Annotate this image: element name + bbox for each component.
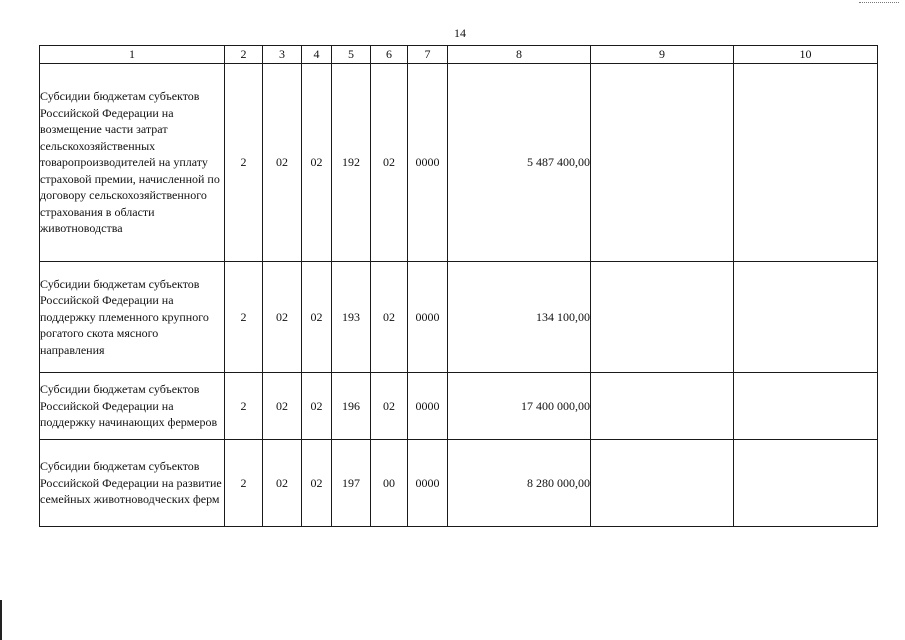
code-cell: 02	[371, 64, 408, 262]
code-cell: 0000	[408, 64, 448, 262]
code-cell: 2	[225, 373, 263, 440]
row-name: Субсидии бюджетам субъектов Российской Федерации на поддержку начинающих фермеров	[40, 373, 225, 440]
table-row	[40, 262, 878, 373]
table-row	[40, 373, 878, 440]
code-cell: 00	[371, 440, 408, 527]
empty-cell	[591, 64, 734, 262]
code-cell: 02	[302, 440, 332, 527]
code-cell: 02	[302, 262, 332, 373]
empty-cell	[734, 262, 878, 373]
empty-cell	[734, 440, 878, 527]
code-cell: 02	[302, 373, 332, 440]
table-row	[40, 64, 878, 262]
amount-cell: 134 100,00	[448, 262, 591, 373]
code-cell: 02	[371, 373, 408, 440]
empty-cell	[734, 64, 878, 262]
code-cell: 02	[263, 262, 302, 373]
scan-edge-line	[0, 600, 2, 640]
code-cell: 2	[225, 262, 263, 373]
budget-table	[39, 45, 878, 527]
amount-cell: 8 280 000,00	[448, 440, 591, 527]
column-header: 5	[332, 46, 371, 64]
column-header: 2	[225, 46, 263, 64]
table-header-row	[40, 46, 878, 64]
code-cell: 196	[332, 373, 371, 440]
column-header: 9	[591, 46, 734, 64]
code-cell: 2	[225, 440, 263, 527]
page-number: 14	[454, 26, 466, 40]
code-cell: 0000	[408, 440, 448, 527]
code-cell: 197	[332, 440, 371, 527]
empty-cell	[734, 373, 878, 440]
row-name: Субсидии бюджетам субъектов Российской Федерации на развитие семейных животноводческих ферм	[40, 440, 225, 527]
empty-cell	[591, 440, 734, 527]
code-cell: 02	[371, 262, 408, 373]
column-header: 3	[263, 46, 302, 64]
code-cell: 02	[263, 64, 302, 262]
code-cell: 02	[302, 64, 332, 262]
amount-cell: 17 400 000,00	[448, 373, 591, 440]
code-cell: 2	[225, 64, 263, 262]
table-row	[40, 440, 878, 527]
column-header: 8	[448, 46, 591, 64]
column-header: 10	[734, 46, 878, 64]
row-name: Субсидии бюджетам субъектов Российской Федерации на поддержку племенного крупного рогатого скота мясного направления	[40, 262, 225, 373]
code-cell: 192	[332, 64, 371, 262]
row-name: Субсидии бюджетам субъектов Российской Федерации на возмещение части затрат сельскохозяйственных товаропроизводителей на уплату страховой премии, начисленной по договору сельскохозяйственного страхования в области животноводства	[40, 64, 225, 262]
code-cell: 0000	[408, 262, 448, 373]
amount-cell: 5 487 400,00	[448, 64, 591, 262]
column-header: 4	[302, 46, 332, 64]
code-cell: 02	[263, 373, 302, 440]
code-cell: 02	[263, 440, 302, 527]
scan-artifact-mark	[859, 2, 899, 7]
column-header: 7	[408, 46, 448, 64]
code-cell: 0000	[408, 373, 448, 440]
column-header: 1	[40, 46, 225, 64]
column-header: 6	[371, 46, 408, 64]
empty-cell	[591, 373, 734, 440]
code-cell: 193	[332, 262, 371, 373]
empty-cell	[591, 262, 734, 373]
